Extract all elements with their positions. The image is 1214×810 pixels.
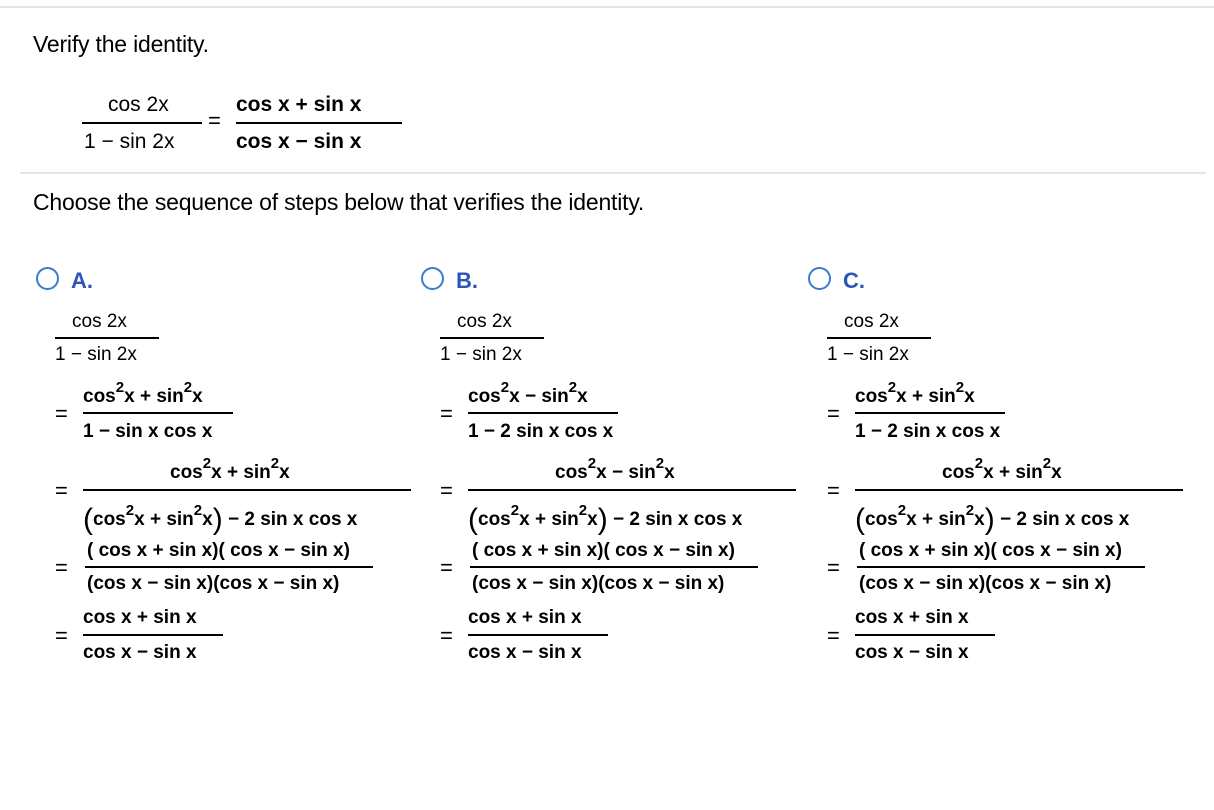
step1-numerator: $\cos^2x - \sin^2x$ — [468, 379, 588, 407]
radio-button[interactable] — [808, 267, 831, 290]
step1-fraction-bar — [83, 412, 233, 414]
step1-denominator: 1 − 2 sin x cos x — [468, 421, 614, 442]
step3-denominator: (cos x − sin x)(cos x − sin x) — [87, 573, 340, 594]
start-fraction-bar — [827, 337, 931, 339]
equals-sign: = — [55, 401, 68, 426]
equals-sign: = — [440, 555, 453, 580]
radio-button[interactable] — [36, 267, 59, 290]
step1-fraction-bar — [855, 412, 1005, 414]
option-letter[interactable]: B. — [456, 268, 478, 293]
final-numerator: cos x + sin x — [468, 607, 582, 628]
step1-numerator: $\cos^2x + \sin^2x$ — [83, 379, 203, 407]
start-denominator: 1 − sin 2x — [827, 344, 909, 365]
final-numerator: cos x + sin x — [83, 607, 197, 628]
step3-denominator: (cos x − sin x)(cos x − sin x) — [859, 573, 1112, 594]
step3-fraction-bar — [85, 566, 373, 568]
final-numerator: cos x + sin x — [855, 607, 969, 628]
step2-fraction-bar — [83, 489, 411, 491]
step3-numerator: ( cos x + sin x)( cos x − sin x) — [472, 540, 735, 561]
equals-sign: = — [827, 401, 840, 426]
final-denominator: cos x − sin x — [468, 642, 582, 663]
step1-denominator: 1 − sin x cos x — [83, 421, 213, 442]
final-denominator: cos x − sin x — [83, 642, 197, 663]
step2-numerator: $\cos^2x + \sin^2x$ — [170, 455, 290, 483]
step1-denominator: 1 − 2 sin x cos x — [855, 421, 1001, 442]
option-a[interactable] — [36, 0, 426, 810]
step3-numerator: ( cos x + sin x)( cos x − sin x) — [859, 540, 1122, 561]
option-b[interactable] — [421, 0, 811, 810]
equals-sign: = — [55, 555, 68, 580]
identity-lhs-denominator: 1 − sin 2x — [84, 130, 175, 153]
step3-fraction-bar — [470, 566, 758, 568]
equals-sign: = — [440, 623, 453, 648]
step2-fraction-bar — [855, 489, 1183, 491]
step2-fraction-bar — [468, 489, 796, 491]
start-fraction-bar — [440, 337, 544, 339]
radio-button[interactable] — [421, 267, 444, 290]
start-denominator: 1 − sin 2x — [55, 344, 137, 365]
identity-rhs-denominator: cos x − sin x — [236, 130, 362, 153]
instruction-text: Verify the identity. — [33, 31, 209, 57]
equals-sign: = — [827, 555, 840, 580]
step2-numerator: $\cos^2x + \sin^2x$ — [942, 455, 1062, 483]
option-letter[interactable]: A. — [71, 268, 93, 293]
start-fraction-bar — [55, 337, 159, 339]
step3-fraction-bar — [857, 566, 1145, 568]
identity-rhs-numerator: cos x + sin x — [236, 93, 362, 116]
start-denominator: 1 − sin 2x — [440, 344, 522, 365]
final-denominator: cos x − sin x — [855, 642, 969, 663]
step2-denominator: $(\cos^2x + \sin^2x) - 2$ sin x cos x — [83, 502, 358, 536]
question-text: Choose the sequence of steps below that verifies the identity. — [33, 189, 645, 215]
step3-denominator: (cos x − sin x)(cos x − sin x) — [472, 573, 725, 594]
equals-sign: = — [55, 623, 68, 648]
equals-sign: = — [55, 478, 68, 503]
identity-lhs-numerator: cos 2x — [108, 93, 169, 116]
option-c[interactable] — [808, 0, 1198, 810]
equals-sign: = — [440, 401, 453, 426]
equals-sign: = — [440, 478, 453, 503]
step2-denominator: $(\cos^2x + \sin^2x) - 2$ sin x cos x — [855, 502, 1130, 536]
step1-fraction-bar — [468, 412, 618, 414]
option-letter[interactable]: C. — [843, 268, 865, 293]
step2-numerator: $\cos^2x - \sin^2x$ — [555, 455, 675, 483]
final-fraction-bar — [855, 634, 995, 636]
final-fraction-bar — [83, 634, 223, 636]
start-numerator: cos 2x — [72, 311, 127, 332]
step2-denominator: $(\cos^2x + \sin^2x) - 2$ sin x cos x — [468, 502, 743, 536]
step3-numerator: ( cos x + sin x)( cos x − sin x) — [87, 540, 350, 561]
step1-numerator: $\cos^2x + \sin^2x$ — [855, 379, 975, 407]
identity-equals: = — [208, 108, 221, 133]
equals-sign: = — [827, 623, 840, 648]
start-numerator: cos 2x — [457, 311, 512, 332]
equals-sign: = — [827, 478, 840, 503]
start-numerator: cos 2x — [844, 311, 899, 332]
final-fraction-bar — [468, 634, 608, 636]
